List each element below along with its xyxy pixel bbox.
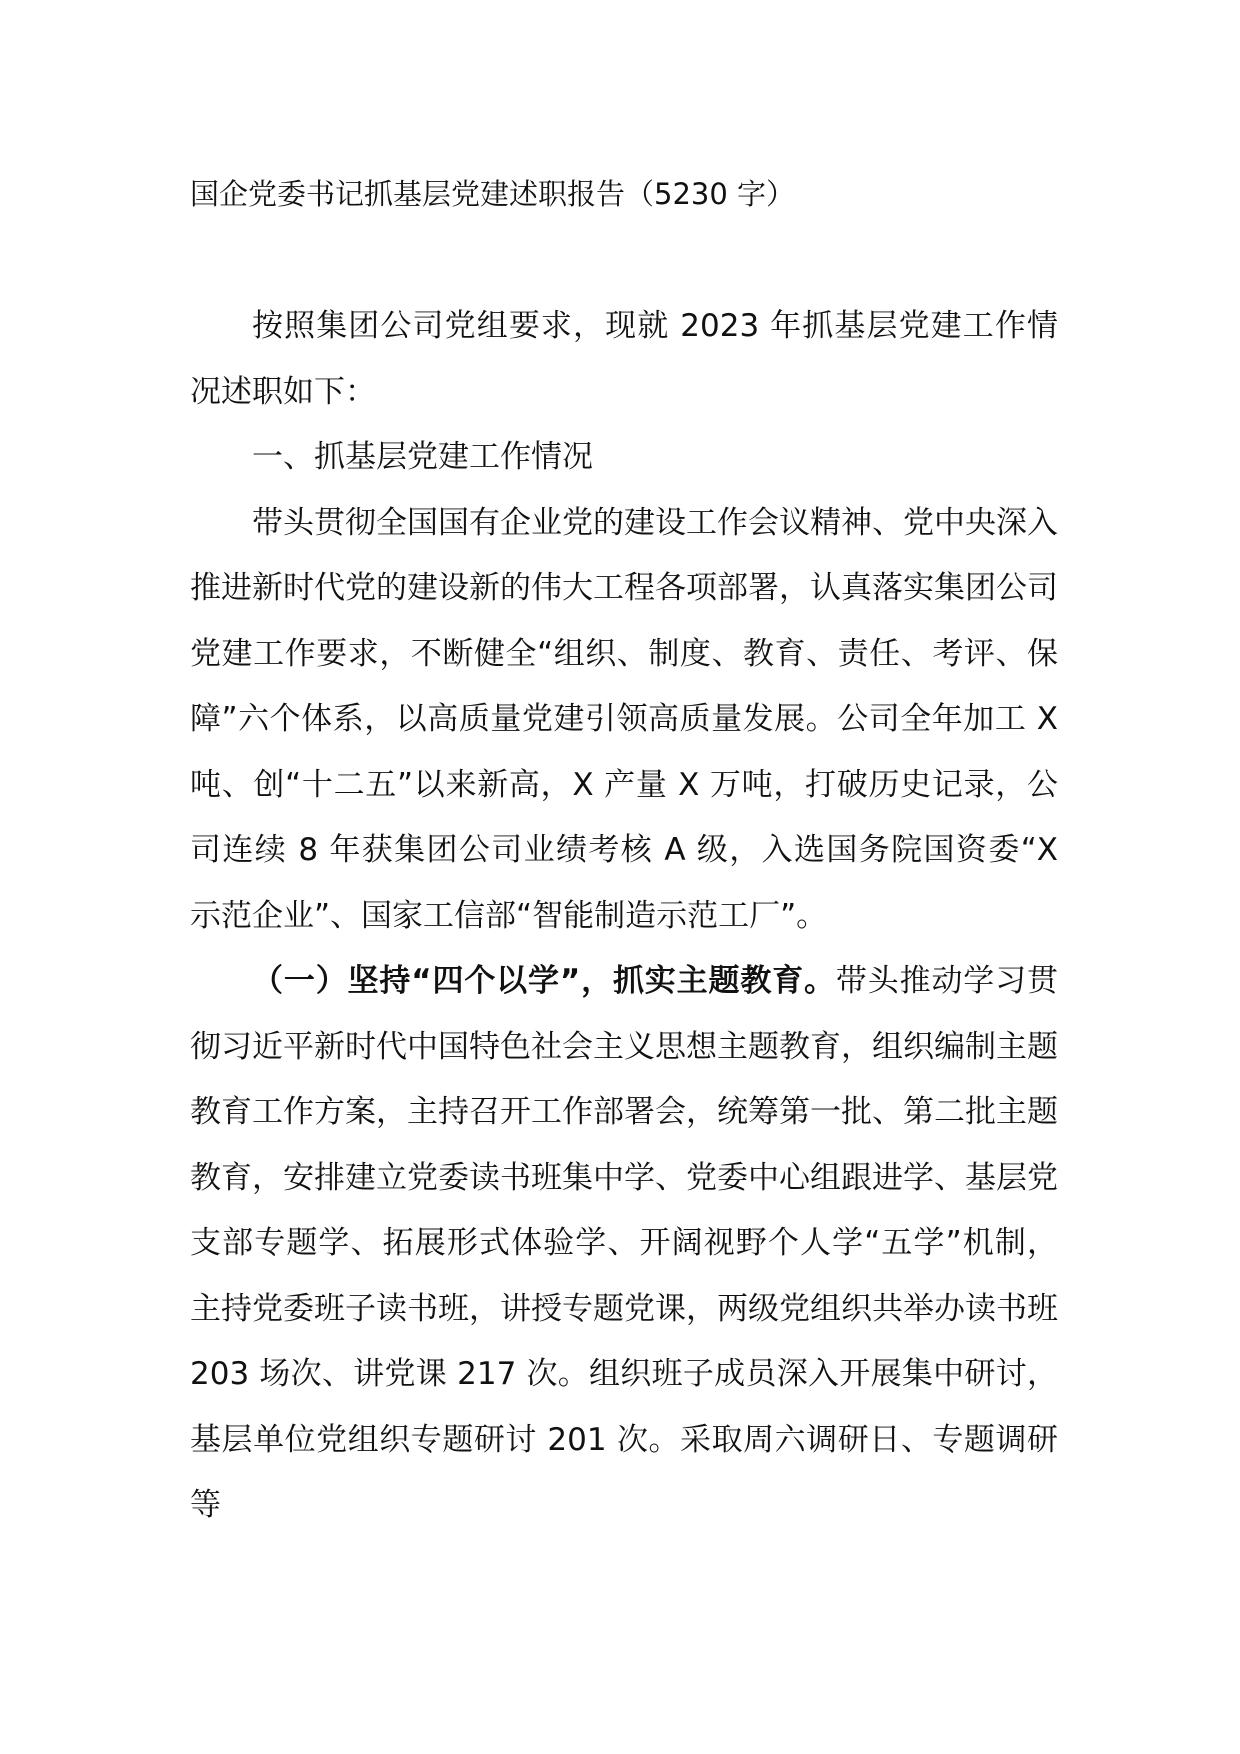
subsection-heading: （一）坚持“四个以学”，抓实主题教育。 xyxy=(252,963,836,999)
section-heading: 一、抓基层党建工作情况 xyxy=(252,439,593,475)
subsection-text: 带头推动学习贯彻习近平新时代中国特色社会主义思想主题教育，组织编制主题教育工作方案，主持召开工作部署会，统筹第一批、第二批主题教育，安排建立党委读书班集中学、党委中心组跟进学、基层党支部专题学、拓展形式体验学、开阔视野个人学“五学”机制，主持党委班子读书班，讲授专题党课，两级党组织共举办读书班 203 场次、讲党课 217 次。组织班子成员深入开展集中研讨，基层单位党组织专题研讨 201 次。采取周六调研日、专题调研等 xyxy=(190,963,1059,1523)
subsection-paragraph xyxy=(190,949,1058,1539)
document-body xyxy=(190,294,1058,1539)
section-paragraph: 带头贯彻全国国有企业党的建设工作会议精神、党中央深入推进新时代党的建设新的伟大工程各项部署，认真落实集团公司党建工作要求，不断健全“组织、制度、教育、责任、考评、保障”六个体系，以高质量党建引领高质量发展。公司全年加工 X 吨、创“十二五”以来新高，X 产量 X 万吨，打破历史记录，公司连续 8 年获集团公司业绩考核 A 级，入选国务院国资委“X 示范企业”、国家工信部“智能制造示范工厂”。 xyxy=(190,504,1058,934)
intro-paragraph: 按照集团公司党组要求，现就 2023 年抓基层党建工作情况述职如下： xyxy=(190,308,1058,410)
document-title: 国企党委书记抓基层党建述职报告（5230 字） xyxy=(190,177,796,211)
